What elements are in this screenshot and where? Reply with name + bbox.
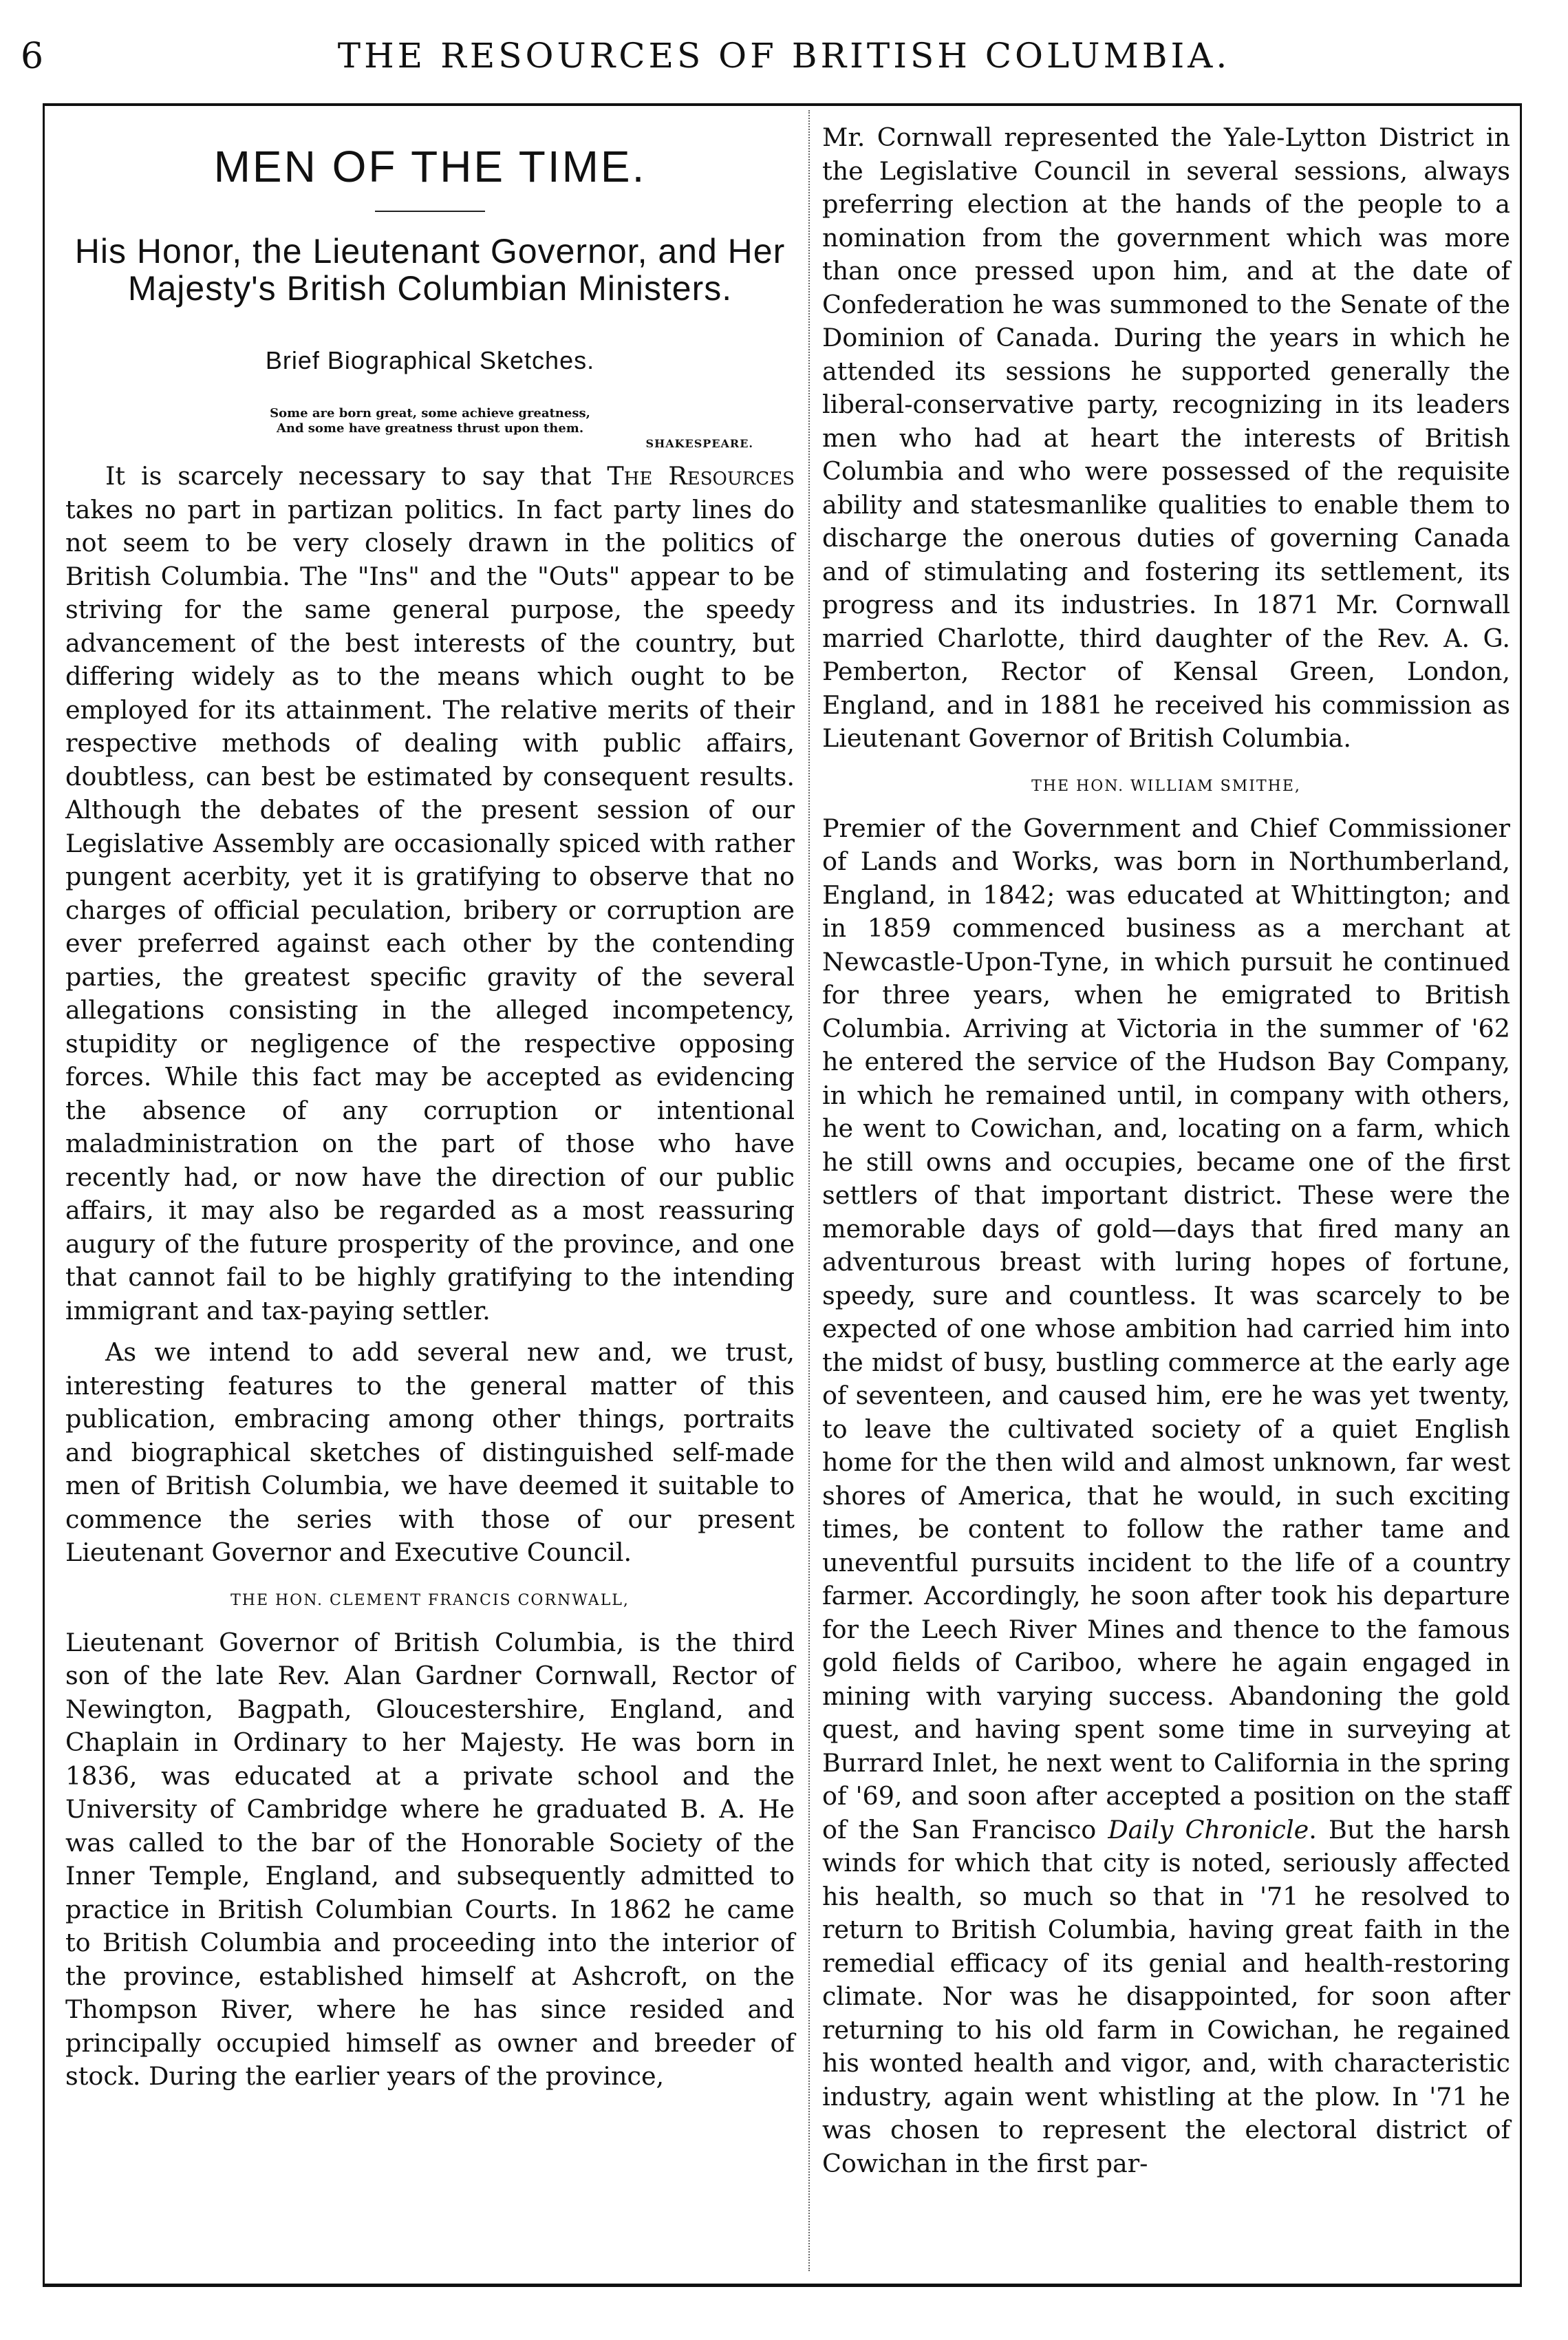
bottom-rule bbox=[43, 2284, 1522, 2287]
newspaper-name: Daily Chronicle bbox=[1108, 1814, 1309, 1844]
article-subtitle: His Honor, the Lieutenant Governor, and Her Majesty's British Columbian Ministers. bbox=[74, 232, 786, 308]
epigraph-line-1: Some are born great, some achieve greatness, bbox=[270, 406, 590, 421]
article-mini-heading: Brief Biographical Sketches. bbox=[265, 346, 595, 374]
intro-p1-start: It is scarcely necessary to say that bbox=[105, 461, 608, 491]
page-number: 6 bbox=[21, 36, 44, 77]
page-header bbox=[21, 36, 1547, 98]
section-heading-smithe: THE HON. WILLIAM SMITHE, bbox=[1031, 777, 1301, 795]
smithe-paragraph-1 bbox=[822, 812, 1510, 2181]
title-rule bbox=[375, 211, 485, 212]
running-title: THE RESOURCES OF BRITISH COLUMBIA. bbox=[337, 36, 1231, 76]
epigraph bbox=[65, 406, 795, 451]
cornwall-paragraph-1: Lieutenant Governor of British Columbia, is the third son of the late Rev. Alan Gardner Cornwall, Rector of Newington, Bagpath, Gloucestershire, England, and Chaplain in Ordinary to her Majesty. He was born in 1836, was educated at a private school and the University of Cambridge where he graduated B. A. He was called to the bar of the Honorable Society of the Inner Temple, England, and subsequently admitted to practice in British Columbian Courts. In 1862 he came to British Columbia and proceeding into the interior of the province, established himself at Ashcroft, on the Thompson River, where he has since resided and principally occupied himself as owner and breeder of stock. During the earlier years of the province, bbox=[65, 1627, 795, 2091]
smithe-p1-rest: . But the harsh winds for which that city is noted, seriously affected his health, so much so that in '71 he resolved to return to British Columbia, having great faith in the remedial efficacy of its genial and health-restoring climate. Nor was he disappointed, for soon after returning to his old farm in Cowichan, he regained his wonted health and vigor, and, with characteristic industry, again went whistling at the plow. In '71 he was chosen to represent the electoral district of Cowichan in the first par- bbox=[822, 1814, 1510, 2178]
intro-p1-rest: takes no part in partizan politics. In fact party lines do not seem to be very closely drawn in the politics of British Columbia. The "Ins" and the "Outs" appear to be striving for the same general purpose, the speedy advancement of the best interests of the country, but differing widely as to the means which ought to be employed for its attainment. The relative merits of their respective methods of dealing with public affairs, doubtless, can best be estimated by consequent results. Although the debates of the present session of our Legislative Assembly are occasionally spiced with rather pungent acerbity, yet it is gratifying to observe that no charges of official peculation, bribery or corruption are ever preferred against each other by the contending parties, the greatest specific gravity of the several allegations consisting in the alleged incompetency, stupidity or negligence of the respective opposing forces. While this fact may be accepted as evidencing the absence of any corruption or intentional maladministration on the part of those who have recently had, or now have the direction of our public affairs, it may also be regarded as a most reassuring augury of the future prosperity of the province, and one that cannot fail to be highly gratifying to the intending immigrant and tax-paying settler. bbox=[65, 494, 795, 1326]
left-column bbox=[65, 121, 795, 2102]
column-divider bbox=[808, 110, 810, 2271]
intro-paragraph-2: As we intend to add several new and, we trust, interesting features to the general matter of this publication, embracing among other things, portraits and biographical sketches of distinguished self-made men of British Columbia, we have deemed it suitable to commence the series with those of our present Lieutenant Governor and Executive Council. bbox=[65, 1337, 795, 1567]
publication-name: The Resources bbox=[607, 461, 795, 491]
right-column bbox=[822, 121, 1510, 2189]
epigraph-attribution: SHAKESPEARE. bbox=[645, 437, 753, 450]
article-title: MEN OF THE TIME. bbox=[213, 142, 647, 191]
cornwall-paragraph-2: Mr. Cornwall represented the Yale-Lytton District in the Legislative Council in several sessions, always preferring election at the hands of the people to a nomination from the government which was more than once pressed upon him, and at the date of Confederation he was summoned to the Senate of the Dominion of Canada. During the years in which he attended its sessions he supported generally the liberal-conservative party, recognizing in its leaders men who had at heart the interests of British Columbia and who were possessed of the requisite ability and statesmanlike qualities to enable them to discharge the onerous duties of governing Canada and of stimulating and fostering its settlement, its progress and its industries. In 1871 Mr. Cornwall married Charlotte, third daughter of the Rev. A. G. Pemberton, Rector of Kensal Green, London, England, and in 1881 he received his commission as Lieutenant Governor of British Columbia. bbox=[822, 123, 1510, 753]
smithe-p1-start: Premier of the Government and Chief Commissioner of Lands and Works, was born in Northumberland, England, in 1842; was educated at Whittington; and in 1859 commenced business as a merchant at Newcastle-Upon-Tyne, in which pursuit he continued for three years, when he emigrated to British Columbia. Arriving at Victoria in the summer of '62 he entered the service of the Hudson Bay Company, in which he remained until, in company with others, he went to Cowichan, and, locating on a farm, which he still owns and occupies, became one of the first settlers of that important district. These were the memorable days of gold—days that fired many an adventurous breast with luring hopes of fortune, speedy, sure and countless. It was scarcely to be expected of one whose ambition had carried him into the midst of busy, bustling commerce at the early age of seventeen, and caused him, ere he was yet twenty, to leave the cultivated society of a quiet English home for the then wild and almost unknown, far west shores of America, that he would, in such exciting times, be content to follow the rather tame and uneventful pursuits incident to the life of a country farmer. Accordingly, he soon after took his departure for the Leech River Mines and thence to the famous gold fields of Cariboo, where he again engaged in mining with varying success. Abandoning the gold quest, and having spent some time in surveying at Burrard Inlet, he next went to California in the spring of '69, and soon after accepted a position on the staff of the San Francisco bbox=[822, 813, 1510, 1844]
intro-paragraph-1 bbox=[65, 460, 795, 1328]
epigraph-line-2: And some have greatness thrust upon them. bbox=[276, 421, 584, 436]
section-heading-cornwall: THE HON. CLEMENT FRANCIS CORNWALL, bbox=[230, 1591, 630, 1609]
